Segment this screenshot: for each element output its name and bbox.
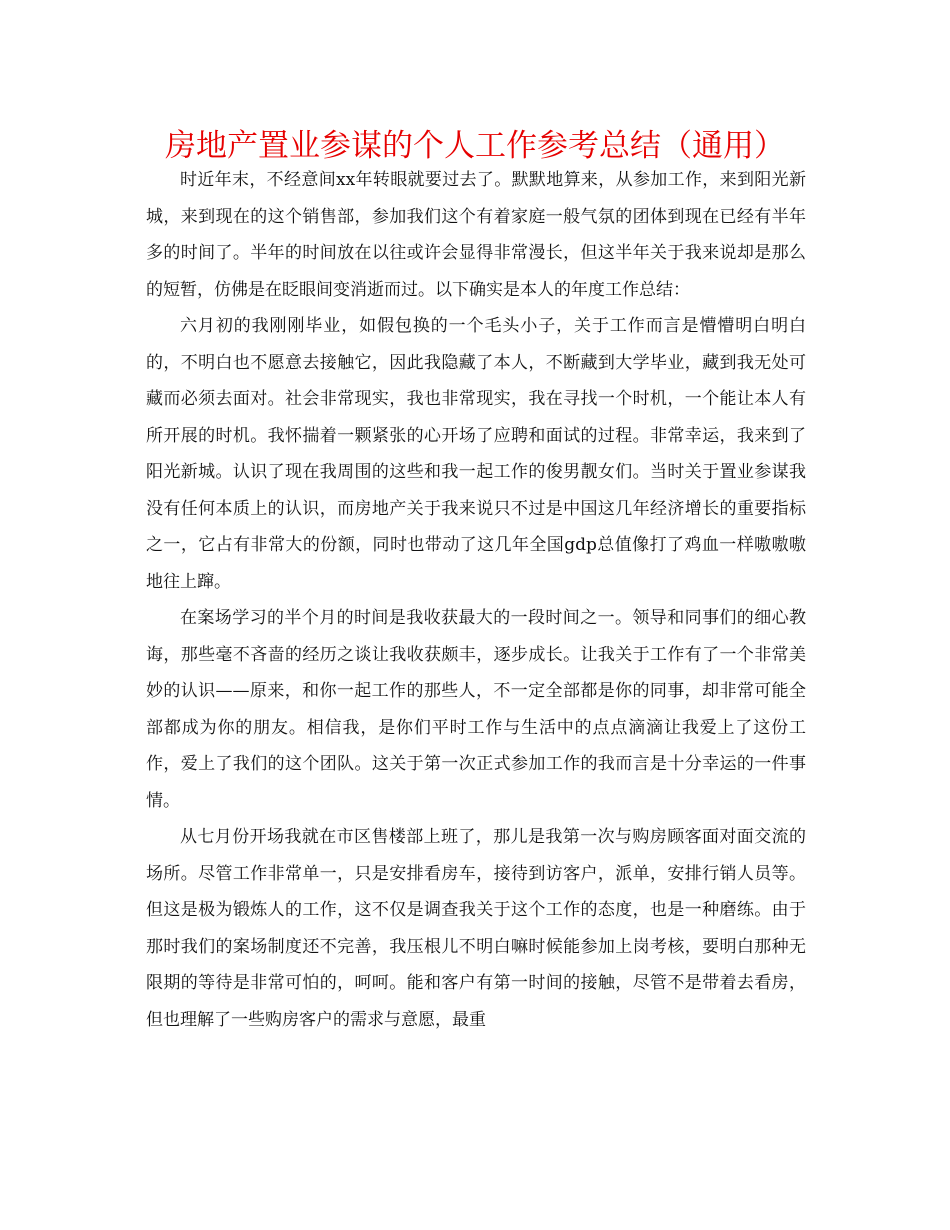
document-body — [146, 162, 806, 1038]
document-title: 房地产置业参谋的个人工作参考总结（通用） — [165, 128, 785, 164]
paragraph-training: 在案场学习的半个月的时间是我收获最大的一段时间之一。领导和同事们的细心教诲，那些毫不吝啬的经历之谈让我收获颇丰，逐步成长。让我关于工作有了一个非常美妙的认识——原来，和你一起工作的那些人，不一定全部都是你的同事，却非常可能全部都成为你的朋友。相信我，是你们平时工作与生活中的点点滴滴让我爱上了这份工作，爱上了我们的这个团队。这关于第一次正式参加工作的我而言是十分幸运的一件事情。 — [146, 608, 806, 811]
paragraph-graduation: 六月初的我刚刚毕业，如假包换的一个毛头小子，关于工作而言是懵懵明白明白的，不明白也不愿意去接触它，因此我隐藏了本人，不断藏到大学毕业，藏到我无处可藏而必须去面对。社会非常现实，我也非常现实，我在寻找一个时机，一个能让本人有所开展的时机。我怀揣着一颗紧张的心开场了应聘和面试的过程。非常幸运，我来到了阳光新城。认识了现在我周围的这些和我一起工作的俊男靓女们。当时关于置业参谋我没有任何本质上的认识，而房地产关于我来说只不过是中国这几年经济增长的重要指标之一，它占有非常大的份额，同时也带动了这几年全国gdp总值像打了鸡血一样嗷嗷嗷地往上蹿。 — [146, 316, 806, 592]
paragraph-july-work: 从七月份开场我就在市区售楼部上班了，那儿是我第一次与购房顾客面对面交流的场所。尽管工作非常单一，只是安排看房车，接待到访客户，派单，安排行销人员等。但这是极为锻炼人的工作，这不仅是调查我关于这个工作的态度，也是一种磨练。由于那时我们的案场制度还不完善，我压根儿不明白嘛时候能参加上岗考核，要明白那种无限期的等待是非常可怕的，呵呵。能和客户有第一时间的接触，尽管不是带着去看房，但也理解了一些购房客户的需求与意愿，最重 — [146, 827, 806, 1030]
paragraph-year-end: 时近年末，不经意间xx年转眼就要过去了。默默地算来，从参加工作，来到阳光新城，来到现在的这个销售部，参加我们这个有着家庭一般气氛的团体到现在已经有半年多的时间了。半年的时间放在以往或许会显得非常漫长，但这半年关于我来说却是那么的短暂，仿佛是在眨眼间变消逝而过。以下确实是本人的年度工作总结： — [146, 170, 806, 300]
